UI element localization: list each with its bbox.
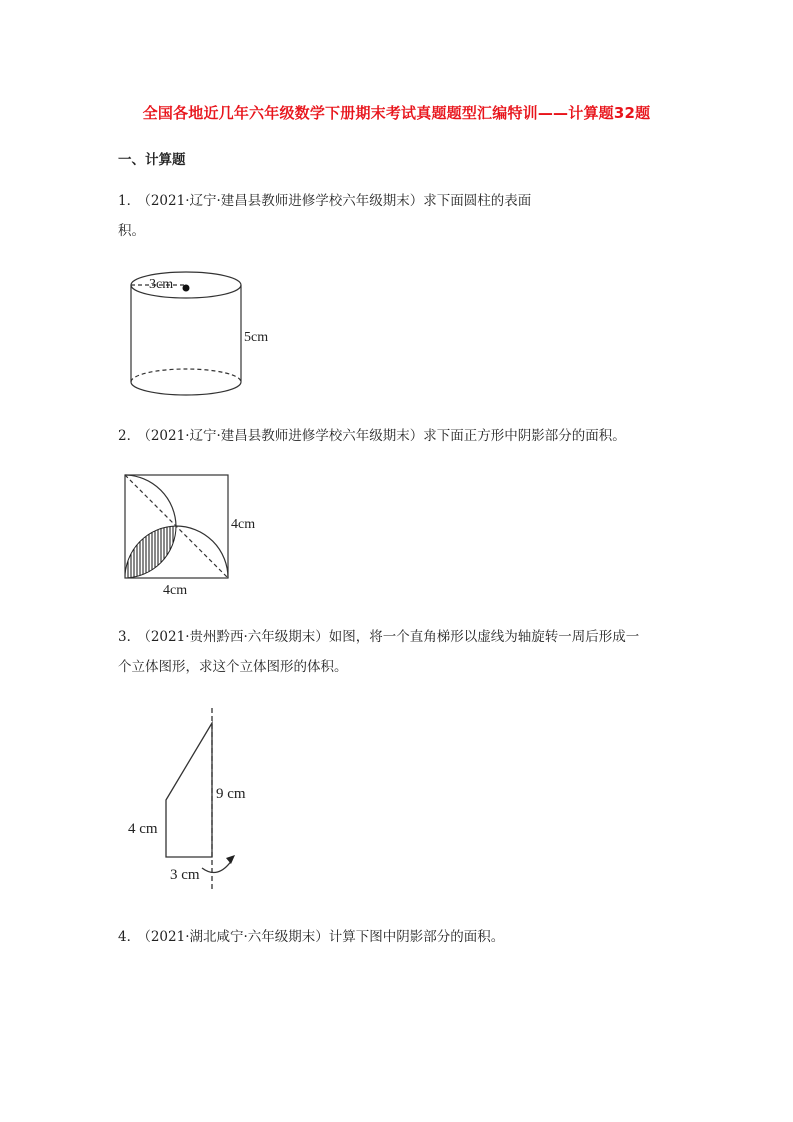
cylinder-figure	[118, 268, 288, 408]
rotation-arrow-head	[226, 855, 235, 864]
cylinder-center-dot	[183, 285, 190, 292]
side-label: 4cm	[231, 517, 256, 532]
rotation-arrow-arc	[202, 860, 232, 873]
question-4	[118, 922, 504, 952]
question-1-text-line1: （2021·辽宁·建昌县教师进修学校六年级期末）求下面圆柱的表面	[144, 193, 532, 209]
section-heading: 一、计算题	[118, 152, 186, 168]
document-title: 全国各地近几年六年级数学下册期末考试真题题型汇编特训——计算题32题	[142, 104, 651, 122]
cylinder-bottom-front	[131, 382, 241, 395]
shaded-lens	[125, 526, 176, 578]
question-2-number: 2．	[118, 428, 141, 444]
square-semicircle-figure	[118, 468, 268, 603]
question-3-number: 3．	[118, 629, 141, 645]
question-4-number: 4．	[118, 929, 141, 945]
question-1-text-line2: 积。	[118, 223, 145, 239]
long-side-label: 9 cm	[216, 786, 246, 802]
short-side-label: 4 cm	[128, 821, 158, 837]
question-2	[118, 421, 626, 451]
question-3	[118, 622, 639, 682]
question-1	[118, 186, 531, 246]
question-1-number: 1．	[118, 193, 141, 209]
radius-label: 3cm	[149, 277, 174, 292]
right-trapezoid	[166, 723, 212, 857]
question-4-text-line1: （2021·湖北咸宁·六年级期末）计算下图中阴影部分的面积。	[144, 929, 505, 945]
bottom-label: 4cm	[163, 583, 188, 598]
cylinder-bottom-back	[131, 369, 241, 382]
question-3-text-line1: （2021·贵州黔西·六年级期末）如图，将一个直角梯形以虚线为轴旋转一周后形成一	[144, 629, 640, 645]
question-2-text-line1: （2021·辽宁·建昌县教师进修学校六年级期末）求下面正方形中阴影部分的面积。	[144, 428, 626, 444]
trapezoid-figure	[118, 700, 278, 900]
question-3-text-line2: 个立体图形，求这个立体图形的体积。	[118, 659, 348, 675]
height-label: 5cm	[244, 330, 269, 345]
base-label: 3 cm	[170, 867, 200, 883]
